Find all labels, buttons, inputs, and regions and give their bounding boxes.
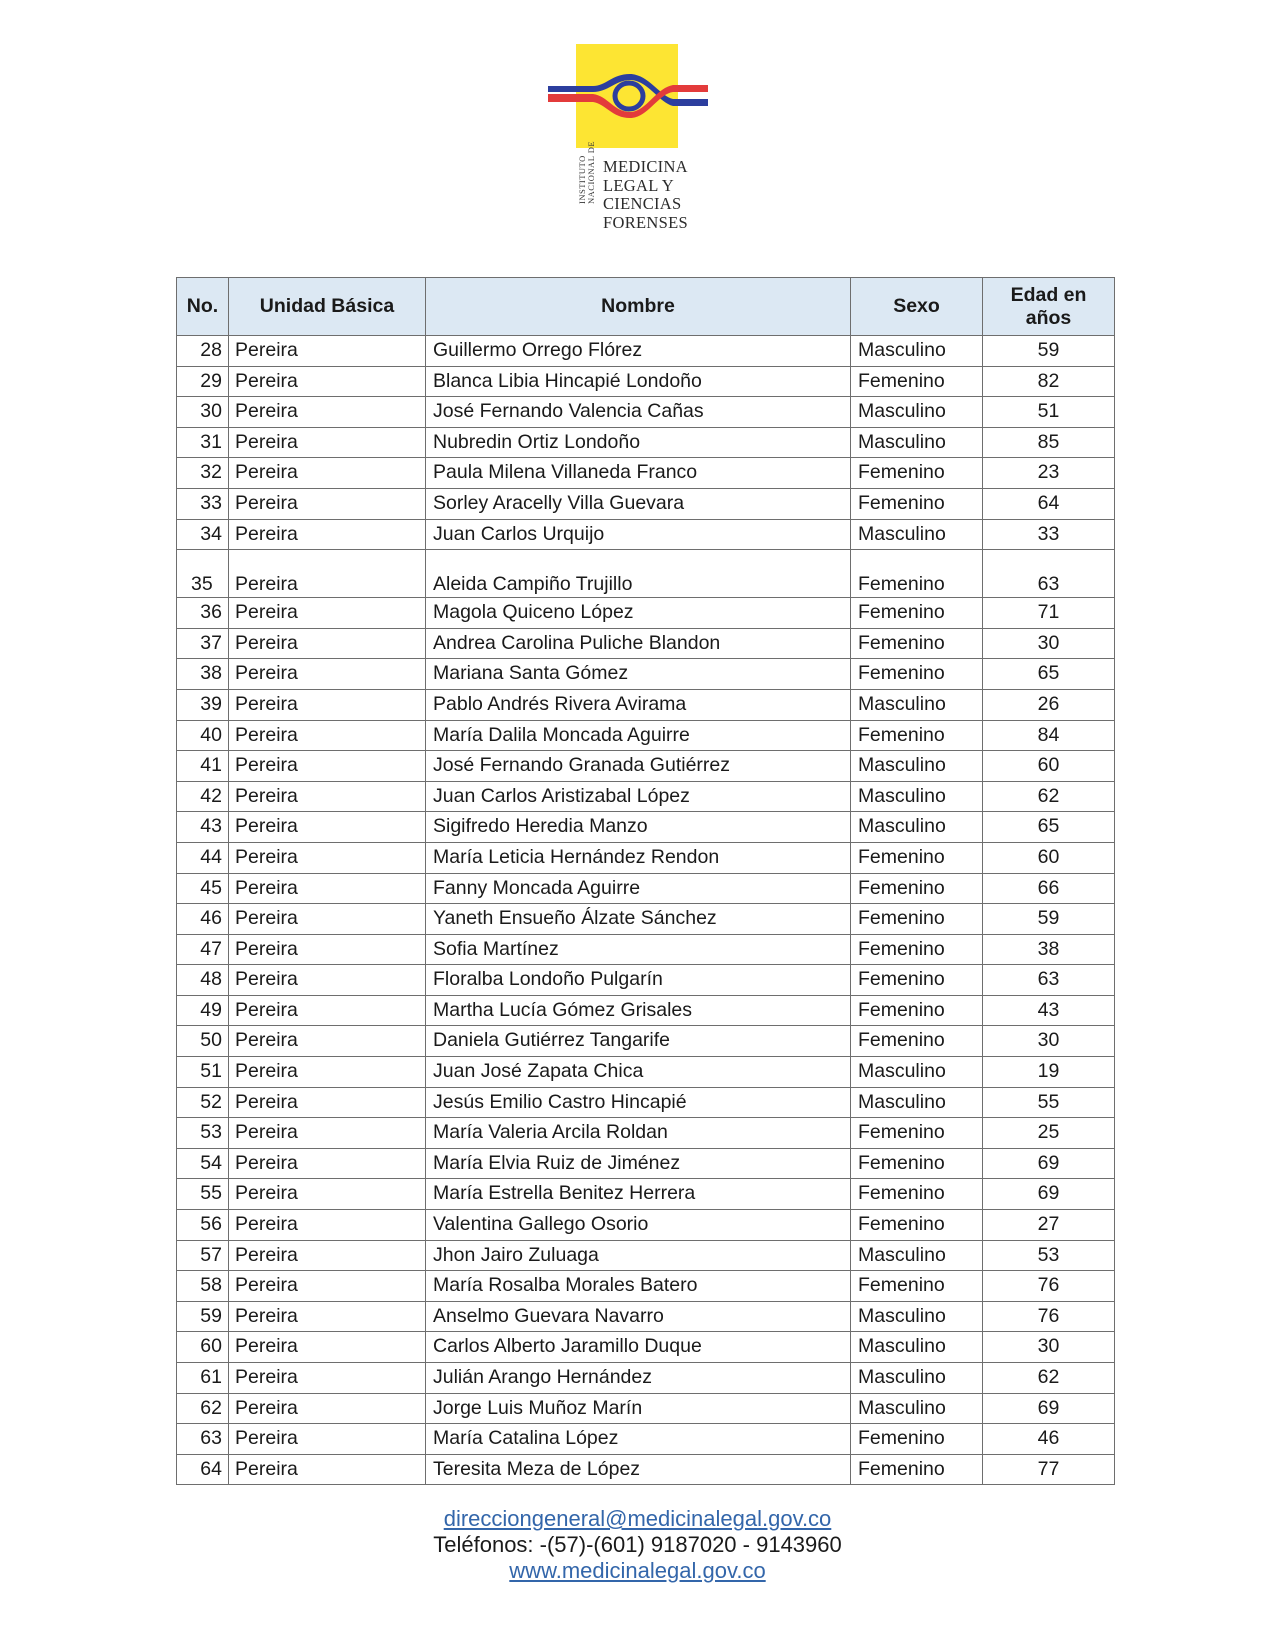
cell-unit: Pereira: [229, 336, 426, 367]
cell-name: Anselmo Guevara Navarro: [426, 1301, 851, 1332]
cell-unit: Pereira: [229, 689, 426, 720]
cell-no: 46: [177, 904, 229, 935]
logo-main-line: FORENSES: [603, 212, 688, 232]
table-row: [177, 519, 1115, 550]
cell-name: Juan Carlos Urquijo: [426, 519, 851, 550]
cell-age: 30: [983, 1332, 1115, 1363]
cell-name: Daniela Gutiérrez Tangarife: [426, 1026, 851, 1057]
cell-age: 71: [983, 598, 1115, 629]
cell-name: María Leticia Hernández Rendon: [426, 842, 851, 873]
table-row: [177, 1026, 1115, 1057]
cell-name: Carlos Alberto Jaramillo Duque: [426, 1332, 851, 1363]
cell-sex: Femenino: [851, 1148, 983, 1179]
table-row: [177, 598, 1115, 629]
cell-unit: Pereira: [229, 842, 426, 873]
cell-name: Sigifredo Heredia Manzo: [426, 812, 851, 843]
cell-age: 76: [983, 1271, 1115, 1302]
cell-unit: Pereira: [229, 1210, 426, 1241]
cell-no: 40: [177, 720, 229, 751]
table-row: [177, 550, 1115, 598]
cell-name: Guillermo Orrego Flórez: [426, 336, 851, 367]
footer-email-line: [0, 1506, 1275, 1532]
cell-age: 82: [983, 366, 1115, 397]
cell-sex: Femenino: [851, 1026, 983, 1057]
cell-unit: Pereira: [229, 904, 426, 935]
cell-no: 44: [177, 842, 229, 873]
table-row: [177, 1148, 1115, 1179]
cell-name: Mariana Santa Gómez: [426, 659, 851, 690]
cell-name: Magola Quiceno López: [426, 598, 851, 629]
cell-sex: Masculino: [851, 397, 983, 428]
cell-name: Teresita Meza de López: [426, 1454, 851, 1485]
table-row: [177, 812, 1115, 843]
cell-age: 69: [983, 1179, 1115, 1210]
cell-no: 37: [177, 628, 229, 659]
cell-age: 77: [983, 1454, 1115, 1485]
cell-unit: Pereira: [229, 1087, 426, 1118]
table-row: [177, 336, 1115, 367]
cell-no: 42: [177, 781, 229, 812]
cell-age: 62: [983, 781, 1115, 812]
cell-unit: Pereira: [229, 1454, 426, 1485]
cell-age: 25: [983, 1118, 1115, 1149]
cell-name: Jhon Jairo Zuluaga: [426, 1240, 851, 1271]
cell-no: 60: [177, 1332, 229, 1363]
cell-sex: Femenino: [851, 488, 983, 519]
logo-eye-emblem: [548, 72, 708, 128]
table-row: [177, 1179, 1115, 1210]
cell-age: 38: [983, 934, 1115, 965]
cell-no: 36: [177, 598, 229, 629]
cell-no: 49: [177, 995, 229, 1026]
cell-name: Sorley Aracelly Villa Guevara: [426, 488, 851, 519]
cell-name: Andrea Carolina Puliche Blandon: [426, 628, 851, 659]
header-no: No.: [177, 278, 229, 336]
cell-unit: Pereira: [229, 628, 426, 659]
cell-unit: Pereira: [229, 1118, 426, 1149]
cell-name: Yaneth Ensueño Álzate Sánchez: [426, 904, 851, 935]
header-unit: Unidad Básica: [229, 278, 426, 336]
table-row: [177, 427, 1115, 458]
cell-sex: Femenino: [851, 1454, 983, 1485]
logo-main-line: LEGAL Y: [603, 175, 674, 195]
cell-sex: Masculino: [851, 1363, 983, 1394]
table-row: [177, 1240, 1115, 1271]
cell-no: 48: [177, 965, 229, 996]
cell-name: José Fernando Granada Gutiérrez: [426, 751, 851, 782]
cell-age: 23: [983, 458, 1115, 489]
cell-no: 61: [177, 1363, 229, 1394]
table-row: [177, 1087, 1115, 1118]
cell-age: 33: [983, 519, 1115, 550]
cell-sex: Femenino: [851, 720, 983, 751]
logo-main-text: [603, 158, 688, 232]
cell-name: Paula Milena Villaneda Franco: [426, 458, 851, 489]
cell-no: 53: [177, 1118, 229, 1149]
cell-sex: Femenino: [851, 366, 983, 397]
cell-unit: Pereira: [229, 720, 426, 751]
header-sex: Sexo: [851, 278, 983, 336]
cell-unit: Pereira: [229, 1179, 426, 1210]
cell-sex: Femenino: [851, 1210, 983, 1241]
cell-name: Juan José Zapata Chica: [426, 1057, 851, 1088]
cell-no: 33: [177, 488, 229, 519]
table-row: [177, 628, 1115, 659]
table-row: [177, 1332, 1115, 1363]
cell-age: 30: [983, 628, 1115, 659]
table-row: [177, 1301, 1115, 1332]
cell-unit: Pereira: [229, 659, 426, 690]
cell-sex: Masculino: [851, 427, 983, 458]
table-row: [177, 659, 1115, 690]
cell-sex: Femenino: [851, 550, 983, 598]
table-row: [177, 751, 1115, 782]
table-row: [177, 904, 1115, 935]
cell-name: Floralba Londoño Pulgarín: [426, 965, 851, 996]
cell-no: 39: [177, 689, 229, 720]
table-header: [177, 278, 1115, 336]
cell-age: 27: [983, 1210, 1115, 1241]
header-age: Edad en años: [983, 278, 1115, 336]
cell-age: 84: [983, 720, 1115, 751]
cell-unit: Pereira: [229, 1148, 426, 1179]
cell-unit: Pereira: [229, 427, 426, 458]
cell-age: 64: [983, 488, 1115, 519]
cell-sex: Masculino: [851, 1057, 983, 1088]
cell-no: 35: [177, 550, 229, 598]
table-row: [177, 1424, 1115, 1455]
table-row: [177, 720, 1115, 751]
table-row: [177, 397, 1115, 428]
table-row: [177, 1363, 1115, 1394]
cell-no: 45: [177, 873, 229, 904]
cell-unit: Pereira: [229, 1301, 426, 1332]
logo-side-text: [578, 141, 596, 204]
cell-age: 55: [983, 1087, 1115, 1118]
cell-unit: Pereira: [229, 1424, 426, 1455]
cell-no: 28: [177, 336, 229, 367]
cell-name: Fanny Moncada Aguirre: [426, 873, 851, 904]
cell-no: 62: [177, 1393, 229, 1424]
table-row: [177, 488, 1115, 519]
cell-name: Jorge Luis Muñoz Marín: [426, 1393, 851, 1424]
cell-sex: Femenino: [851, 628, 983, 659]
logo-main-line: MEDICINA: [603, 157, 688, 176]
cell-no: 59: [177, 1301, 229, 1332]
cell-unit: Pereira: [229, 598, 426, 629]
cell-age: 43: [983, 995, 1115, 1026]
cell-age: 26: [983, 689, 1115, 720]
cell-name: María Dalila Moncada Aguirre: [426, 720, 851, 751]
cell-unit: Pereira: [229, 1271, 426, 1302]
website-link[interactable]: www.medicinalegal.gov.co: [509, 1558, 766, 1583]
cell-unit: Pereira: [229, 1363, 426, 1394]
cell-name: Blanca Libia Hincapié Londoño: [426, 366, 851, 397]
cell-sex: Femenino: [851, 965, 983, 996]
cell-name: Jesús Emilio Castro Hincapié: [426, 1087, 851, 1118]
cell-age: 59: [983, 904, 1115, 935]
cell-sex: Femenino: [851, 458, 983, 489]
cell-unit: Pereira: [229, 488, 426, 519]
cell-no: 50: [177, 1026, 229, 1057]
cell-no: 31: [177, 427, 229, 458]
cell-no: 32: [177, 458, 229, 489]
victims-table: [176, 277, 1115, 1485]
table-row: [177, 1210, 1115, 1241]
cell-sex: Femenino: [851, 934, 983, 965]
table-row: [177, 689, 1115, 720]
cell-name: María Elvia Ruiz de Jiménez: [426, 1148, 851, 1179]
email-link[interactable]: direcciongeneral@medicinalegal.gov.co: [443, 1506, 832, 1531]
header-name: Nombre: [426, 278, 851, 336]
cell-no: 64: [177, 1454, 229, 1485]
cell-no: 38: [177, 659, 229, 690]
table-row: [177, 781, 1115, 812]
cell-sex: Femenino: [851, 659, 983, 690]
cell-name: Aleida Campiño Trujillo: [426, 550, 851, 598]
cell-unit: Pereira: [229, 519, 426, 550]
cell-sex: Masculino: [851, 519, 983, 550]
table-row: [177, 366, 1115, 397]
cell-no: 54: [177, 1148, 229, 1179]
table-row: [177, 1057, 1115, 1088]
cell-age: 66: [983, 873, 1115, 904]
cell-sex: Masculino: [851, 336, 983, 367]
cell-unit: Pereira: [229, 781, 426, 812]
cell-age: 62: [983, 1363, 1115, 1394]
cell-no: 43: [177, 812, 229, 843]
cell-sex: Femenino: [851, 904, 983, 935]
cell-sex: Masculino: [851, 1087, 983, 1118]
cell-name: María Catalina López: [426, 1424, 851, 1455]
cell-age: 69: [983, 1393, 1115, 1424]
cell-age: 65: [983, 659, 1115, 690]
cell-name: Martha Lucía Gómez Grisales: [426, 995, 851, 1026]
cell-name: María Estrella Benitez Herrera: [426, 1179, 851, 1210]
cell-unit: Pereira: [229, 812, 426, 843]
logo-side-line: INSTITUTO: [577, 155, 587, 204]
cell-age: 63: [983, 550, 1115, 598]
cell-sex: Masculino: [851, 1240, 983, 1271]
cell-sex: Femenino: [851, 1424, 983, 1455]
cell-sex: Masculino: [851, 751, 983, 782]
cell-sex: Femenino: [851, 1271, 983, 1302]
cell-name: José Fernando Valencia Cañas: [426, 397, 851, 428]
logo-side-line: NACIONAL DE: [586, 140, 596, 204]
cell-no: 47: [177, 934, 229, 965]
cell-age: 53: [983, 1240, 1115, 1271]
cell-age: 60: [983, 751, 1115, 782]
header-row: [177, 278, 1115, 336]
cell-no: 51: [177, 1057, 229, 1088]
cell-no: 57: [177, 1240, 229, 1271]
cell-unit: Pereira: [229, 995, 426, 1026]
cell-unit: Pereira: [229, 1393, 426, 1424]
cell-sex: Femenino: [851, 995, 983, 1026]
cell-unit: Pereira: [229, 397, 426, 428]
cell-sex: Femenino: [851, 598, 983, 629]
cell-no: 58: [177, 1271, 229, 1302]
cell-no: 55: [177, 1179, 229, 1210]
table-row: [177, 1393, 1115, 1424]
cell-age: 60: [983, 842, 1115, 873]
cell-age: 46: [983, 1424, 1115, 1455]
cell-no: 41: [177, 751, 229, 782]
cell-name: María Rosalba Morales Batero: [426, 1271, 851, 1302]
cell-sex: Masculino: [851, 781, 983, 812]
cell-name: Juan Carlos Aristizabal López: [426, 781, 851, 812]
table-row: [177, 965, 1115, 996]
cell-name: María Valeria Arcila Roldan: [426, 1118, 851, 1149]
table-row: [177, 1454, 1115, 1485]
cell-unit: Pereira: [229, 934, 426, 965]
cell-age: 63: [983, 965, 1115, 996]
cell-unit: Pereira: [229, 965, 426, 996]
cell-name: Sofia Martínez: [426, 934, 851, 965]
cell-sex: Masculino: [851, 1332, 983, 1363]
cell-no: 30: [177, 397, 229, 428]
cell-age: 65: [983, 812, 1115, 843]
cell-unit: Pereira: [229, 458, 426, 489]
cell-sex: Masculino: [851, 812, 983, 843]
cell-unit: Pereira: [229, 550, 426, 598]
logo-main-line: CIENCIAS: [603, 194, 682, 213]
cell-unit: Pereira: [229, 751, 426, 782]
cell-sex: Femenino: [851, 873, 983, 904]
institute-logo: [548, 44, 708, 234]
cell-age: 30: [983, 1026, 1115, 1057]
cell-age: 85: [983, 427, 1115, 458]
cell-name: Valentina Gallego Osorio: [426, 1210, 851, 1241]
footer-phone: Teléfonos: -(57)-(601) 9187020 - 9143960: [433, 1532, 842, 1557]
cell-age: 76: [983, 1301, 1115, 1332]
cell-age: 59: [983, 336, 1115, 367]
cell-no: 29: [177, 366, 229, 397]
table-row: [177, 458, 1115, 489]
cell-unit: Pereira: [229, 1026, 426, 1057]
table-body: [177, 336, 1115, 1485]
cell-name: Nubredin Ortiz Londoño: [426, 427, 851, 458]
table-row: [177, 995, 1115, 1026]
cell-age: 69: [983, 1148, 1115, 1179]
table-row: [177, 1271, 1115, 1302]
cell-no: 52: [177, 1087, 229, 1118]
cell-sex: Masculino: [851, 689, 983, 720]
cell-age: 51: [983, 397, 1115, 428]
table-row: [177, 842, 1115, 873]
cell-sex: Masculino: [851, 1301, 983, 1332]
cell-age: 19: [983, 1057, 1115, 1088]
cell-sex: Masculino: [851, 1393, 983, 1424]
cell-no: 34: [177, 519, 229, 550]
cell-unit: Pereira: [229, 366, 426, 397]
cell-sex: Femenino: [851, 1118, 983, 1149]
cell-unit: Pereira: [229, 1057, 426, 1088]
table-row: [177, 934, 1115, 965]
table-row: [177, 1118, 1115, 1149]
cell-unit: Pereira: [229, 873, 426, 904]
table-row: [177, 873, 1115, 904]
footer-website-line: [0, 1558, 1275, 1584]
cell-unit: Pereira: [229, 1240, 426, 1271]
cell-no: 56: [177, 1210, 229, 1241]
cell-name: Julián Arango Hernández: [426, 1363, 851, 1394]
cell-no: 63: [177, 1424, 229, 1455]
cell-sex: Femenino: [851, 1179, 983, 1210]
cell-unit: Pereira: [229, 1332, 426, 1363]
cell-sex: Femenino: [851, 842, 983, 873]
cell-name: Pablo Andrés Rivera Avirama: [426, 689, 851, 720]
